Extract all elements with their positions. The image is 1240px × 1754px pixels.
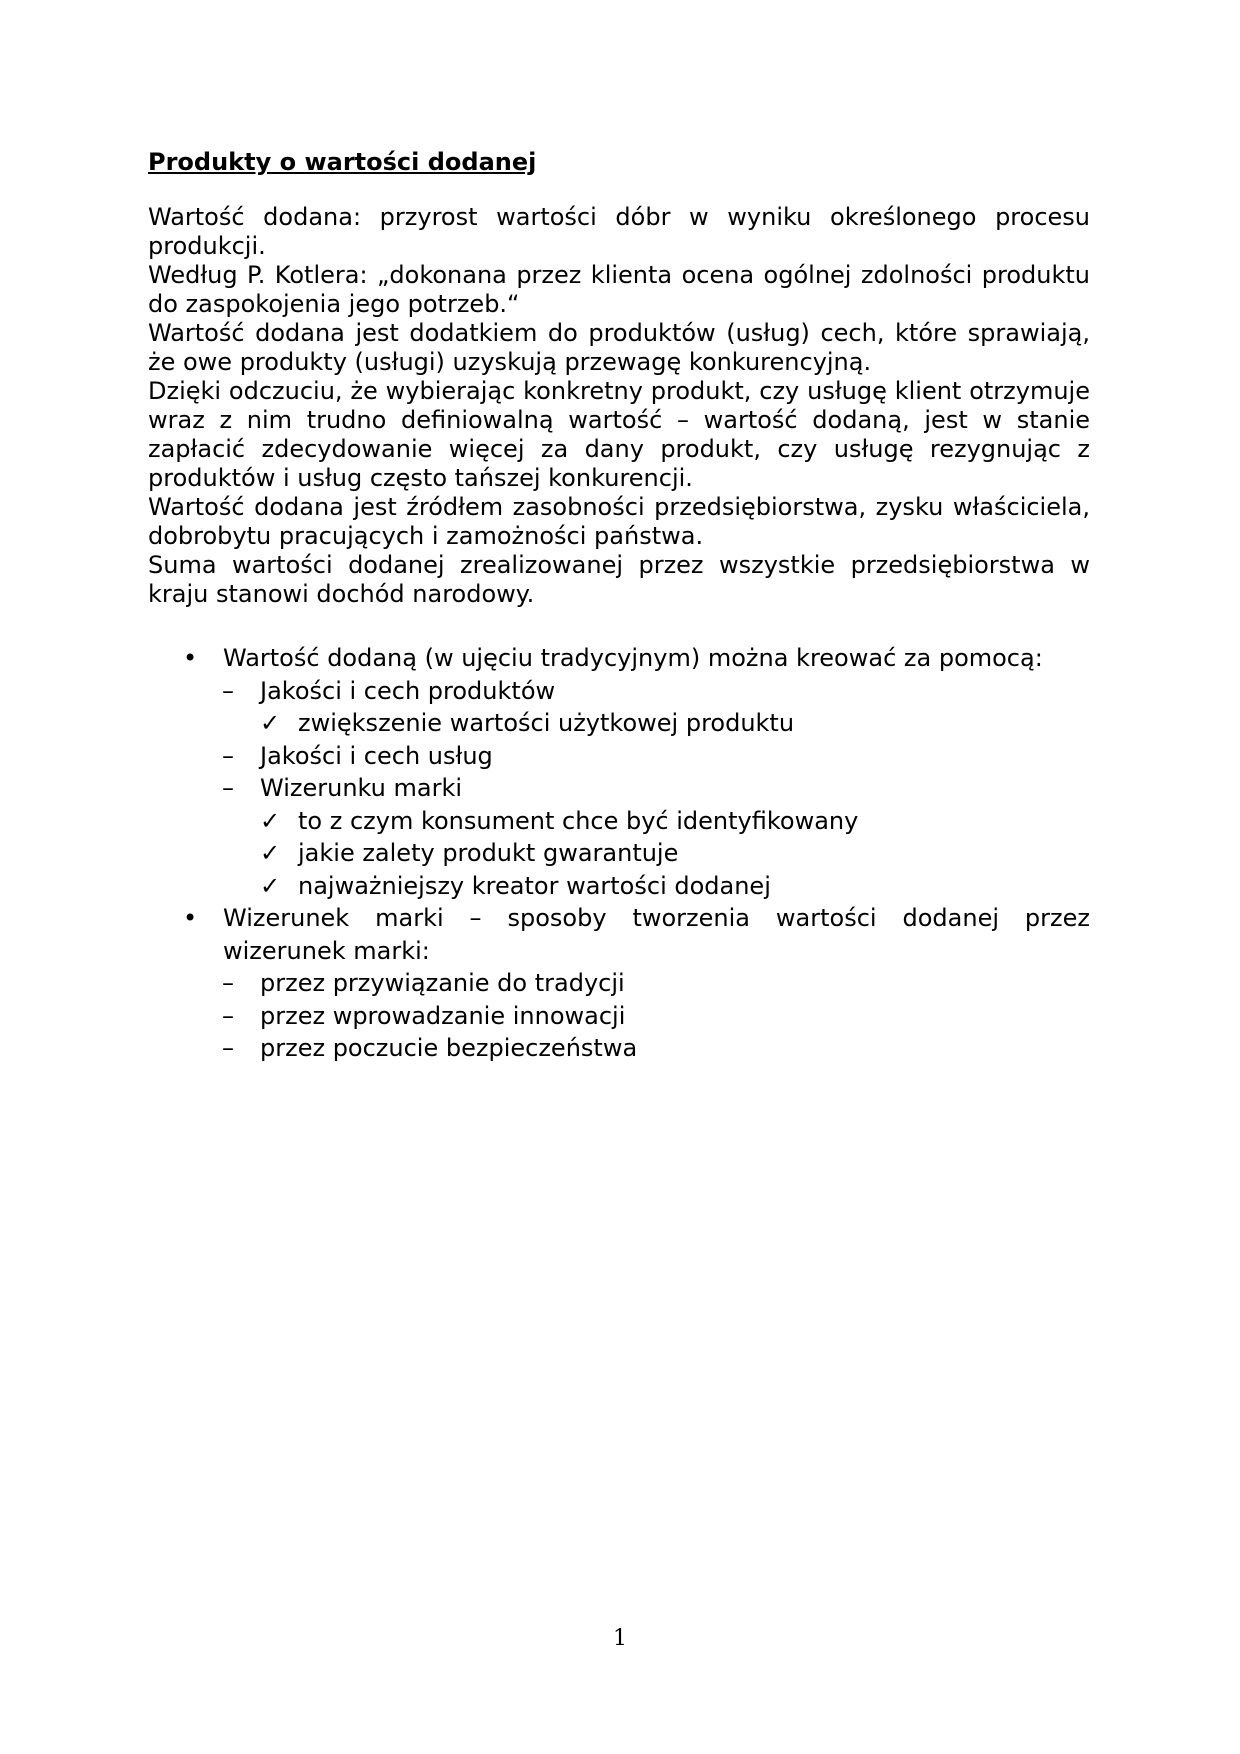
- dash-icon: –: [222, 1034, 234, 1062]
- list-item: [148, 642, 1090, 675]
- body-text: [148, 203, 1090, 609]
- checkmark-icon: ✓: [260, 806, 281, 835]
- list-item: [148, 837, 1090, 870]
- list-item-text: przez poczucie bezpieczeństwa: [260, 1034, 638, 1062]
- bullet-icon: •: [183, 904, 198, 932]
- list-item-text: Wizerunek marki – sposoby tworzenia wartości dodanej przez wizerunek marki:: [223, 904, 1090, 965]
- list-item-text: zwiększenie wartości użytkowej produktu: [298, 709, 795, 737]
- bullet-list: [148, 642, 1090, 1065]
- paragraph: Dzięki odczuciu, że wybierając konkretny produkt, czy usługę klient otrzymuje wraz z nim trudno definiowalną wartość – wartość dodaną, jest w stanie zapłacić zdecydowanie więcej za dany produkt, czy usługę rezygnując z produktów i usług często tańszej konkurencji.: [148, 377, 1090, 492]
- list-item: [148, 675, 1090, 708]
- list-item-text: Wizerunku marki: [260, 774, 463, 802]
- list-item: [148, 805, 1090, 838]
- checkmark-icon: ✓: [260, 871, 281, 900]
- list-item-text: Wartość dodaną (w ujęciu tradycyjnym) można kreować za pomocą:: [223, 644, 1043, 672]
- checkmark-icon: ✓: [260, 709, 281, 737]
- list-item: [148, 1000, 1090, 1033]
- list-item-text: przez przywiązanie do tradycji: [260, 969, 625, 997]
- list-item: [148, 772, 1090, 805]
- paragraph: Według P. Kotlera: „dokonana przez klienta ocena ogólnej zdolności produktu do zaspokojenia jego potrzeb.“: [148, 261, 1090, 318]
- list-item-text: przez wprowadzanie innowacji: [260, 1001, 626, 1030]
- dash-icon: –: [222, 969, 234, 997]
- page-title: Produkty o wartości dodanej: [148, 148, 537, 176]
- dash-icon: –: [222, 676, 234, 705]
- page-number: 1: [613, 1626, 627, 1651]
- paragraph: Wartość dodana jest źródłem zasobności przedsiębiorstwa, zysku właściciela, dobrobytu pracujących i zamożności państwa.: [148, 493, 1090, 550]
- dash-icon: –: [222, 1001, 234, 1030]
- paragraph: Wartość dodana: przyrost wartości dóbr w wyniku określonego procesu produkcji.: [148, 203, 1090, 260]
- paragraph: Wartość dodana jest dodatkiem do produktów (usług) cech, które sprawiają, że owe produkty (usługi) uzyskują przewagę konkurencyjną.: [148, 319, 1090, 376]
- list-item: [148, 740, 1090, 773]
- list-item: [148, 870, 1090, 903]
- list-item-text: Jakości i cech usług: [260, 741, 493, 770]
- list-item-text: to z czym konsument chce być identyfikowany: [298, 806, 859, 835]
- paragraph: Suma wartości dodanej zrealizowanej przez wszystkie przedsiębiorstwa w kraju stanowi dochód narodowy.: [148, 551, 1090, 608]
- list-item-text: jakie zalety produkt gwarantuje: [298, 839, 679, 867]
- checkmark-icon: ✓: [260, 839, 281, 867]
- list-item: [148, 707, 1090, 740]
- bullet-icon: •: [183, 644, 198, 672]
- list-item: [148, 1032, 1090, 1065]
- list-item: [148, 967, 1090, 1000]
- list-item-text: Jakości i cech produktów: [260, 676, 556, 705]
- dash-icon: –: [222, 741, 234, 770]
- dash-icon: –: [222, 774, 234, 802]
- list-item: [148, 902, 1090, 967]
- list-item-text: najważniejszy kreator wartości dodanej: [298, 871, 771, 900]
